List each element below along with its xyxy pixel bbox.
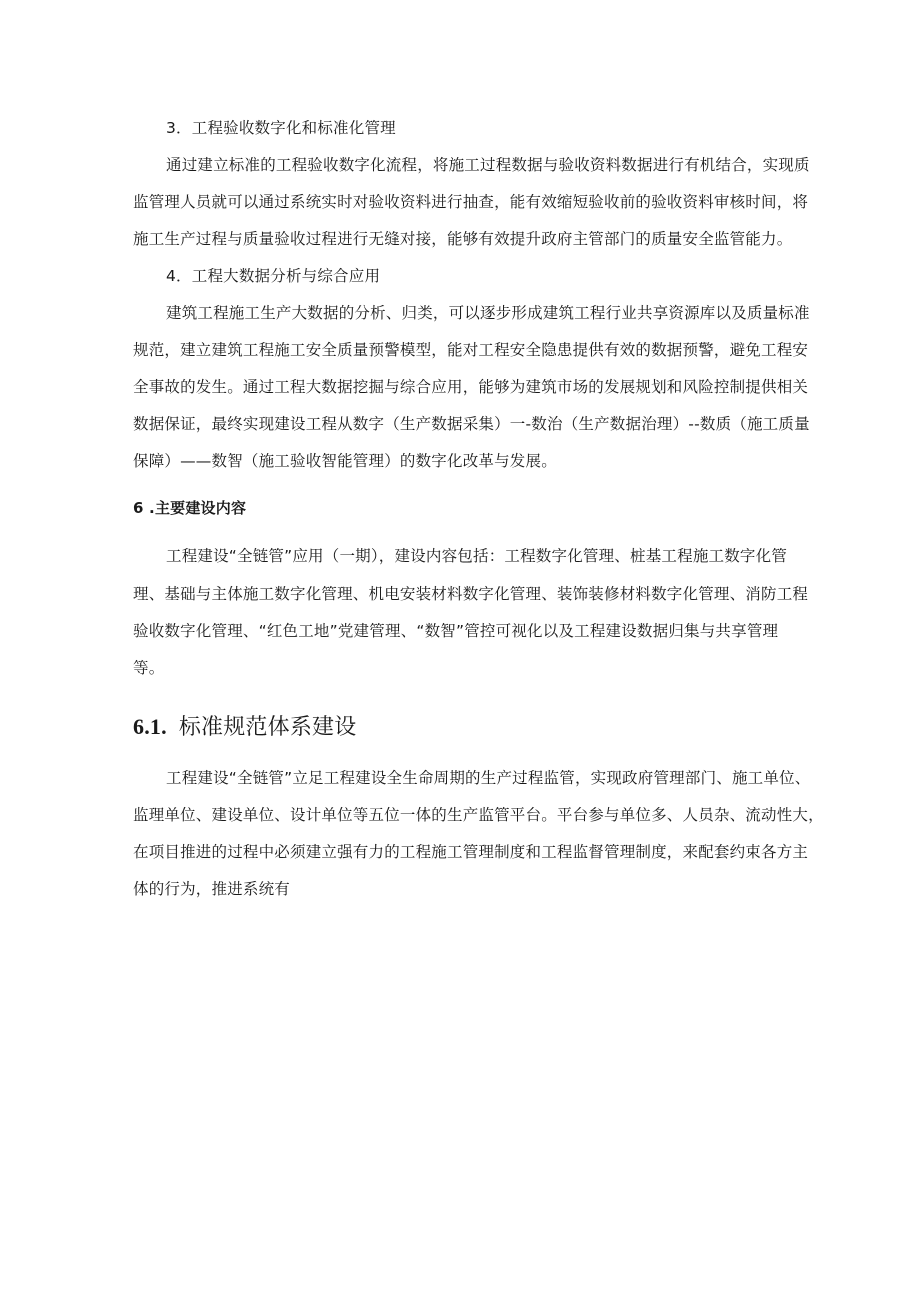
section-4-paragraph-line: 规范，建立建筑工程施工安全质量预警模型，能对工程安全隐患提供有效的数据预警，避免工程安 (133, 341, 809, 359)
section-6-1-title: 标准规范体系建设 (178, 715, 357, 740)
section-6-paragraph-line: 等。 (133, 659, 165, 677)
section-4-heading: 4．工程大数据分析与综合应用 (166, 267, 381, 285)
section-6-paragraph-line: 验收数字化管理、“红色工地”党建管理、“数智”管控可视化以及工程建设数据归集与共享管理 (133, 622, 779, 640)
section-4-paragraph-line: 保障）——数智（施工验收智能管理）的数字化改革与发展。 (133, 452, 557, 470)
section-6-paragraph-line: 工程建设“全链管”应用（一期），建设内容包括：工程数字化管理、桩基工程施工数字化管 (166, 547, 788, 565)
section-3-paragraph-line: 监管理人员就可以通过系统实时对验收资料进行抽查，能有效缩短验收前的验收资料审核时间，将 (133, 193, 809, 211)
section-4-paragraph-line: 全事故的发生。通过工程大数据挖掘与综合应用，能够为建筑市场的发展规划和风险控制提供相关 (133, 378, 809, 396)
section-6-1-heading (133, 713, 356, 742)
section-3-paragraph-line: 通过建立标准的工程验收数字化流程，将施工过程数据与验收资料数据进行有机结合，实现质 (166, 156, 810, 174)
section-3-heading: 3．工程验收数字化和标准化管理 (166, 119, 396, 137)
section-6-1-paragraph-line: 工程建设“全链管”立足工程建设全生命周期的生产过程监管，实现政府管理部门、施工单位、 (166, 769, 811, 787)
section-6-1-paragraph-line: 监理单位、建设单位、设计单位等五位一体的生产监管平台。平台参与单位多、人员杂、流动性大， (133, 806, 824, 824)
section-6-paragraph-line: 理、基础与主体施工数字化管理、机电安装材料数字化管理、装饰装修材料数字化管理、消防工程 (133, 585, 809, 603)
section-6-heading: 6 .主要建设内容 (133, 499, 247, 517)
section-6-1-paragraph-line: 体的行为，推进系统有 (133, 880, 291, 898)
section-6-1-number: 6.1. (133, 714, 167, 739)
section-4-paragraph-line: 数据保证，最终实现建设工程从数字（生产数据采集）一-数治（生产数据治理）--数质（施工质量 (133, 415, 810, 433)
section-4-paragraph-line: 建筑工程施工生产大数据的分析、归类，可以逐步形成建筑工程行业共享资源库以及质量标准 (166, 304, 810, 322)
section-6-1-paragraph-line: 在项目推进的过程中必须建立强有力的工程施工管理制度和工程监督管理制度，来配套约束各方主 (133, 843, 809, 861)
section-3-paragraph-line: 施工生产过程与质量验收过程进行无缝对接，能够有效提升政府主管部门的质量安全监管能力。 (133, 230, 793, 248)
